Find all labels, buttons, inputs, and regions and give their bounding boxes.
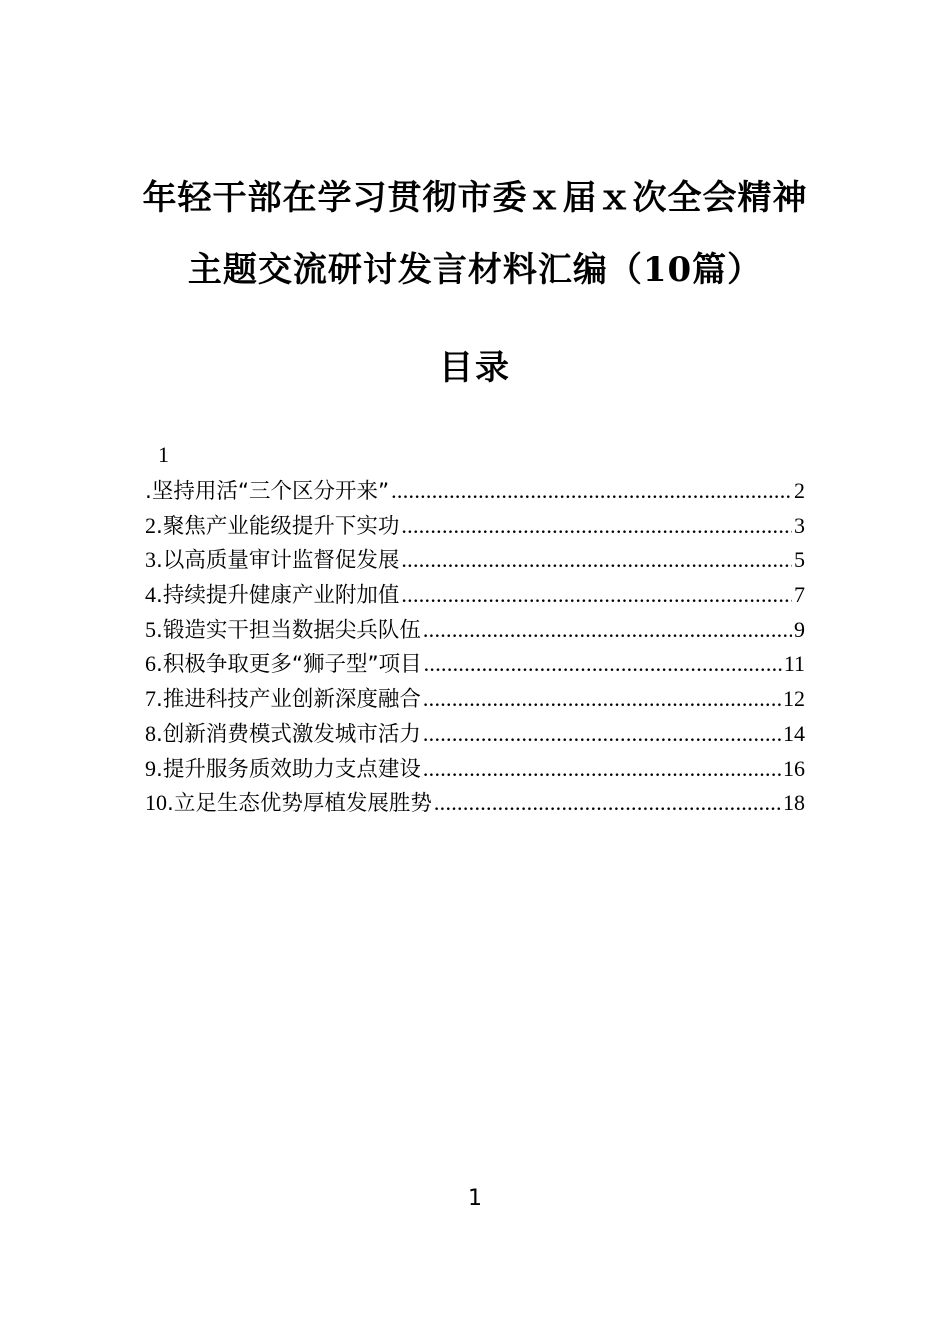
- toc-entry-page: 2: [794, 478, 805, 503]
- toc-entry-page: 9: [794, 616, 805, 642]
- toc-leader-dots: [401, 509, 792, 544]
- toc-entry-page: 16: [783, 755, 805, 781]
- toc-entry-page: 7: [794, 582, 805, 608]
- toc-entry-label: 7.推进科技产业创新深度融合: [145, 686, 421, 713]
- toc-leader-dots: [391, 474, 792, 509]
- toc-entry-label: 8.创新消费模式激发城市活力: [145, 720, 421, 747]
- toc-entry-label: 2.聚焦产业能级提升下实功: [145, 512, 400, 539]
- toc-entry[interactable]: [145, 578, 805, 613]
- toc-entry-label: 9.提升服务质效助力支点建设: [145, 755, 421, 782]
- toc-entry-label: 3.以高质量审计监督促发展: [145, 547, 400, 574]
- toc-leader-dots: [401, 578, 792, 613]
- toc-leader-dots: [434, 786, 781, 821]
- toc-entry-page: 18: [783, 790, 805, 816]
- toc-marker: 1: [158, 442, 169, 467]
- document-title-line-2: 主题交流研讨发言材料汇编（10篇）: [187, 250, 763, 290]
- toc-heading: 目录: [439, 348, 511, 388]
- toc-entry[interactable]: [145, 543, 805, 578]
- toc-entry[interactable]: [145, 717, 805, 752]
- table-of-contents: [145, 474, 805, 821]
- toc-entry[interactable]: [145, 682, 805, 717]
- toc-entry[interactable]: [145, 509, 805, 544]
- toc-entry[interactable]: [145, 752, 805, 787]
- toc-leader-dots: [401, 543, 792, 578]
- toc-entry-page: 12: [783, 686, 805, 712]
- toc-entry-label: .坚持用活“三个区分开来”: [145, 479, 390, 504]
- toc-entry-page: 5: [794, 547, 805, 573]
- toc-entry[interactable]: [145, 613, 805, 648]
- document-title-line-1: 年轻干部在学习贯彻市委ｘ届ｘ次全会精神: [142, 178, 808, 218]
- toc-entry-label: 6.积极争取更多“狮子型”项目: [145, 651, 422, 678]
- toc-leader-dots: [423, 682, 781, 717]
- toc-entry-label: 10.立足生态优势厚植发展胜势: [145, 790, 432, 817]
- toc-entry-page: 11: [783, 651, 805, 677]
- toc-entry[interactable]: [145, 786, 805, 821]
- toc-leader-dots: [423, 752, 781, 787]
- toc-entry-page: 14: [783, 720, 805, 746]
- toc-entry-page: 3: [794, 512, 805, 538]
- page-number: 1: [468, 1186, 482, 1211]
- toc-entry-label: 4.持续提升健康产业附加值: [145, 582, 400, 609]
- toc-leader-dots: [424, 647, 782, 682]
- toc-leader-dots: [423, 717, 781, 752]
- toc-leader-dots: [423, 613, 792, 648]
- toc-entry[interactable]: [145, 647, 805, 682]
- toc-entry-label: 5.锻造实干担当数据尖兵队伍: [145, 616, 421, 643]
- toc-entry[interactable]: [145, 474, 805, 509]
